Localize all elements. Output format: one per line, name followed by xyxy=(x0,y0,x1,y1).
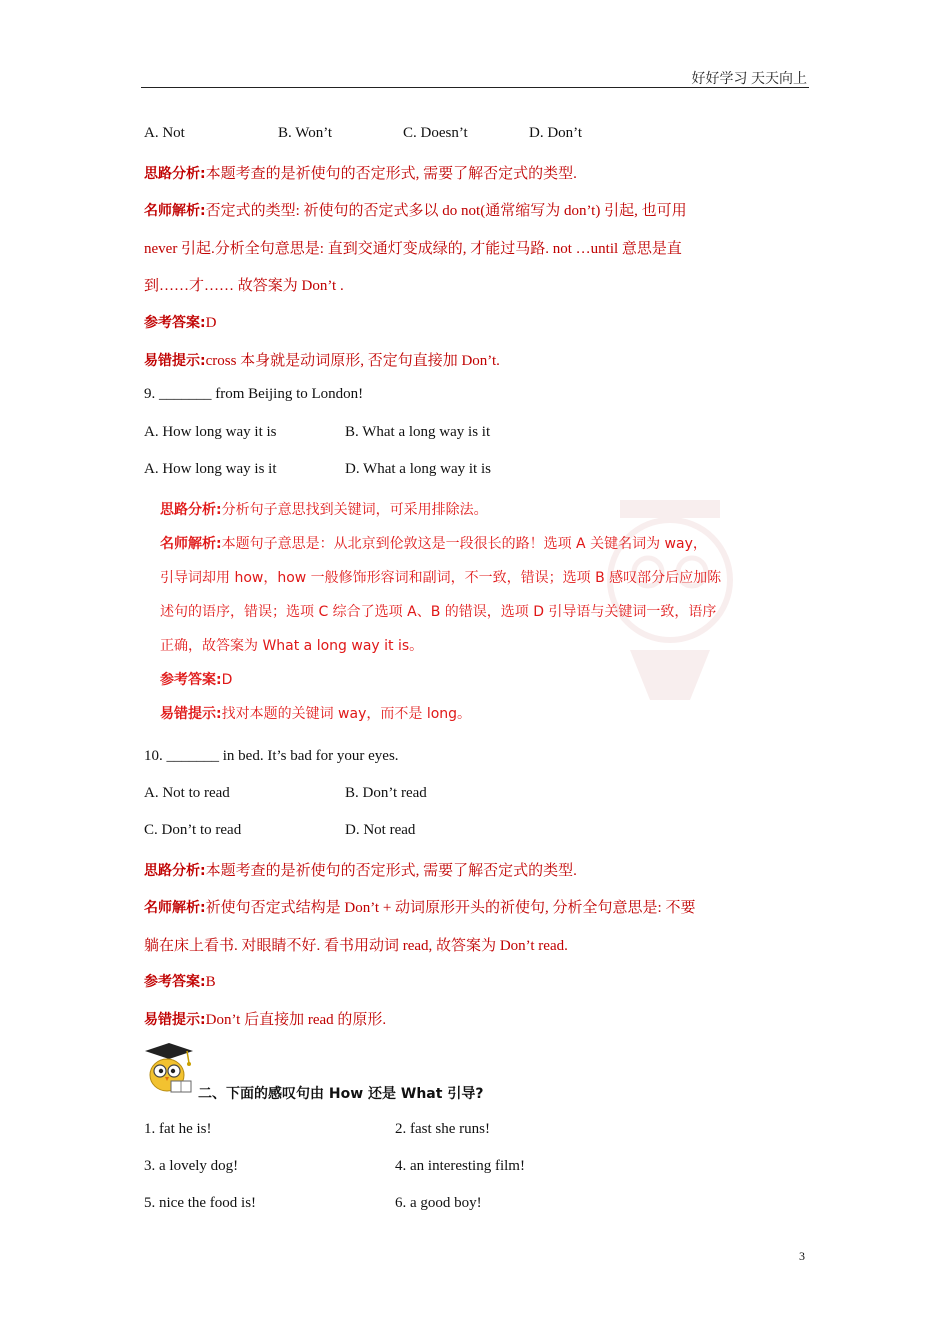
page-number: 3 xyxy=(799,1249,805,1263)
q10-analysis xyxy=(144,859,577,880)
section2-item-1: 1. fat he is! xyxy=(144,1121,212,1137)
q9-explain-line-4: 正确，故答案为 What a long way it is。 xyxy=(160,638,424,654)
q9-explain-text-1: 本题句子意思是：从北京到伦敦这是一段很长的路！选项 A 关键名词为 way， xyxy=(221,536,707,552)
q9-option-b: B. What a long way is it xyxy=(345,424,491,440)
section2-title: 二、下面的感叹句由 How 还是 What 引导? xyxy=(198,1086,484,1102)
q8-option-b: B. Won’t xyxy=(278,125,333,141)
q9-tip-text: 找对本题的关键词 way，而不是 long。 xyxy=(221,706,472,722)
q9-answer xyxy=(160,669,232,689)
q10-option-a: A. Not to read xyxy=(144,785,230,801)
q8-explain-line-2: never 引起.分析全句意思是: 直到交通灯变成绿的, 才能过马路. not …until 意思是直 xyxy=(144,241,682,257)
section2-item-4: 4. an interesting film! xyxy=(395,1158,525,1174)
q10-explain-line-1 xyxy=(144,896,695,917)
q10-analysis-text: 本题考查的是祈使句的否定形式, 需要了解否定式的类型. xyxy=(205,863,577,879)
q9-tip-label: 易错提示: xyxy=(160,706,222,722)
q8-option-d: D. Don’t xyxy=(529,125,583,141)
q8-analysis-text: 本题考查的是祈使句的否定形式, 需要了解否定式的类型. xyxy=(205,166,577,182)
q10-explain-line-2: 躺在床上看书. 对眼睛不好. 看书用动词 read, 故答案为 Don’t read. xyxy=(144,938,568,954)
q10-explain-text-1: 祈使句否定式结构是 Don’t + 动词原形开头的祈使句, 分析全句意思是: 不要 xyxy=(205,900,696,916)
q8-answer-label: 参考答案: xyxy=(144,315,206,331)
section2-item-3: 3. a lovely dog! xyxy=(144,1158,239,1174)
owl-graduate-icon xyxy=(141,1041,197,1093)
q10-answer xyxy=(144,971,216,991)
q8-option-a: A. Not xyxy=(144,125,185,141)
q9-question: 9. _______ from Beijing to London! xyxy=(144,386,364,402)
q9-option-c: A. How long way is it xyxy=(144,461,277,477)
q9-explain-line-1 xyxy=(160,533,707,553)
q10-tip-text: Don’t 后直接加 read 的原形. xyxy=(205,1012,387,1028)
header-rule xyxy=(141,87,809,88)
q8-explain-text-1: 否定式的类型: 祈使句的否定式多以 do not(通常缩写为 don’t) 引起, 也可用 xyxy=(205,203,687,219)
q8-explain-line-1 xyxy=(144,199,687,220)
q10-option-b: B. Don’t read xyxy=(345,785,427,801)
q9-answer-value: D xyxy=(221,672,233,688)
q9-analysis xyxy=(160,499,488,519)
page-header: 好好学习 天天向上 xyxy=(691,72,807,87)
q9-tip xyxy=(160,703,471,723)
q10-analysis-label: 思路分析: xyxy=(144,863,206,879)
q8-option-c: C. Doesn’t xyxy=(403,125,468,141)
section2-item-2: 2. fast she runs! xyxy=(395,1121,490,1137)
q8-explain-line-3: 到……才…… 故答案为 Don’t . xyxy=(144,278,344,294)
q10-tip-label: 易错提示: xyxy=(144,1012,206,1028)
q8-tip xyxy=(144,349,500,370)
q10-option-c: C. Don’t to read xyxy=(144,822,242,838)
section2-item-5: 5. nice the food is! xyxy=(144,1195,257,1211)
watermark-owl-icon xyxy=(560,480,780,720)
q8-tip-text: cross 本身就是动词原形, 否定句直接加 Don’t. xyxy=(205,353,500,369)
section2-item-6: 6. a good boy! xyxy=(395,1195,482,1211)
q10-tip xyxy=(144,1008,386,1029)
q8-explain-label: 名师解析: xyxy=(144,203,206,219)
q9-explain-line-3: 述句的语序，错误；选项 C 综合了选项 A、B 的错误，选项 D 引导语与关键词一致，语序 xyxy=(160,604,717,620)
q9-explain-label: 名师解析: xyxy=(160,536,222,552)
q10-question: 10. _______ in bed. It’s bad for your eyes. xyxy=(144,748,399,764)
q8-analysis xyxy=(144,162,577,183)
q10-option-d: D. Not read xyxy=(345,822,416,838)
q9-answer-label: 参考答案: xyxy=(160,672,222,688)
q9-analysis-label: 思路分析: xyxy=(160,502,222,518)
q10-answer-label: 参考答案: xyxy=(144,974,206,990)
q9-option-a: A. How long way it is xyxy=(144,424,277,440)
q8-answer xyxy=(144,312,216,332)
q10-explain-label: 名师解析: xyxy=(144,900,206,916)
q9-analysis-text: 分析句子意思找到关键词，可采用排除法。 xyxy=(221,502,488,518)
q8-tip-label: 易错提示: xyxy=(144,353,206,369)
q10-answer-value: B xyxy=(205,974,216,990)
q8-answer-value: D xyxy=(205,315,217,331)
q9-option-d: D. What a long way it is xyxy=(345,461,491,477)
q9-explain-line-2: 引导词却用 how，how 一般修饰形容词和副词，不一致，错误；选项 B 感叹部分后应加陈 xyxy=(160,570,722,586)
q8-analysis-label: 思路分析: xyxy=(144,166,206,182)
